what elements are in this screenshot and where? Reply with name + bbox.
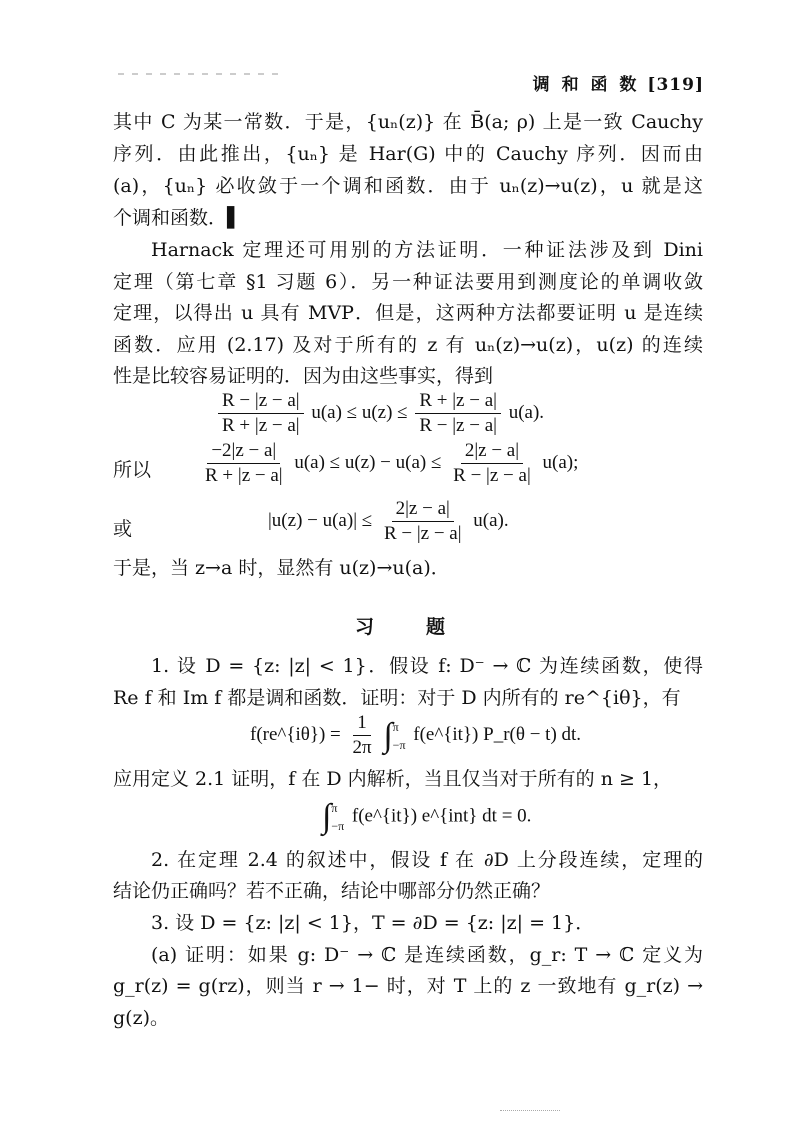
exercise-3-line: g(z)。: [113, 1007, 169, 1029]
fraction: $\frac{R + |z - a|}{R - |z - a|}$: [415, 390, 501, 437]
fraction: $\frac{2|z - a|}{R - |z - a|}$: [453, 440, 531, 486]
text-line: 定理，以得出 u 具有 MVP．但是，这两种方法都要证明 u 是连续: [113, 302, 703, 324]
section-title-exercises: 习 题: [354, 616, 446, 638]
exercise-2-line: 2. 在定理 2.4 的叙述中，假设 f 在 ∂D 上分段连续，定理的: [151, 849, 703, 871]
fraction: $\frac{1}{2\pi}$: [352, 712, 372, 758]
equation-label: 所以: [113, 459, 152, 481]
text-line: 其中 C 为某一常数．于是，{uₙ(z)} 在 B̄(a; ρ) 上是一致 Cauchy: [113, 111, 703, 133]
text-line: Harnack 定理还可用别的方法证明．一种证法涉及到 Dini: [151, 239, 703, 261]
integral: ∫ π −π: [383, 716, 406, 754]
scan-artifact: [118, 73, 278, 75]
text-line: (a)，{uₙ} 必收敛于一个调和函数．由于 uₙ(z)→u(z)，u 就是这: [113, 175, 703, 197]
equation-poisson-integral: f(re^{iθ}) = $\frac{1}{2\pi}$ ∫ π −π f(e^{it}) P_r(θ − t) dt.: [250, 712, 582, 758]
text-line: 序列．由此推出，{uₙ} 是 Har(G) 中的 Cauchy 序列．因而由: [113, 143, 703, 165]
text-line: 函数．应用 (2.17) 及对于所有的 z 有 uₙ(z)→u(z)，u(z) 的连续: [113, 334, 703, 356]
running-title: 调 和 函 数: [532, 75, 640, 95]
exercise-1-line: 应用定义 2.1 证明，f 在 D 内解析，当且仅当对于所有的 n ≥ 1，: [113, 768, 673, 790]
equation-difference-bound: $\frac{-2|z - a|}{R + |z - a|}$ u(a) ≤ u(z) − u(a) ≤ $\frac{2|z - a|}{R - |z - a|}$ u(a);: [198, 440, 578, 487]
equation-harnack-bound: $\frac{R - |z - a|}{R + |z - a|}$ u(a) ≤ u(z) ≤ $\frac{R + |z - a|}{R - |z - a|}$ u(a).: [215, 390, 544, 437]
equation-label: 或: [113, 518, 133, 540]
exercise-3-line: 3. 设 D = {z: |z| < 1}，T = ∂D = {z: |z| = 1}．: [151, 912, 595, 934]
exercise-3-line: g_r(z) = g(rz)，则当 r → 1− 时，对 T 上的 z 一致地有 g_r(z) →: [113, 975, 703, 997]
exercise-3-line: (a) 证明：如果 g: D⁻ → ℂ 是连续函数，g_r: T → ℂ 定义为: [151, 944, 703, 966]
text-line: 个调和函数．▌: [113, 207, 242, 229]
equation-absolute-bound: |u(z) − u(a)| ≤ $\frac{2|z - a|}{R - |z - a|}$ u(a).: [268, 498, 509, 544]
exercise-2-line: 结论仍正确吗？若不正确，结论中哪部分仍然正确？: [113, 880, 551, 902]
fraction: $\frac{2|z - a|}{R - |z - a|}$: [383, 498, 462, 544]
fraction: $\frac{-2|z - a|}{R + |z - a|}$: [205, 440, 283, 486]
text-line: 性是比较容易证明的．因为由这些事实，得到: [113, 365, 494, 387]
integral: ∫ π −π: [322, 798, 345, 835]
running-header: [533, 70, 704, 95]
text-line: 定理（第七章 §1 习题 6）．另一种证法要用到测度论的单调收敛: [113, 271, 703, 293]
scan-artifact: [500, 1110, 560, 1112]
page-number: [319]: [647, 75, 704, 95]
exercise-1-line: Re f 和 Im f 都是调和函数．证明：对于 D 内所有的 re^{iθ}，有: [113, 687, 681, 709]
exercise-1-line: 1. 设 D = {z: |z| < 1}．假设 f: D⁻ → ℂ 为连续函数，使得: [151, 655, 703, 677]
equation-fourier-integral: ∫ π −π f(e^{it}) e^{int} dt = 0.: [322, 798, 532, 835]
text-line: 于是，当 z→a 时，显然有 u(z)→u(a)．: [113, 557, 450, 579]
fraction: $\frac{R - |z - a|}{R + |z - a|}$: [218, 390, 304, 437]
